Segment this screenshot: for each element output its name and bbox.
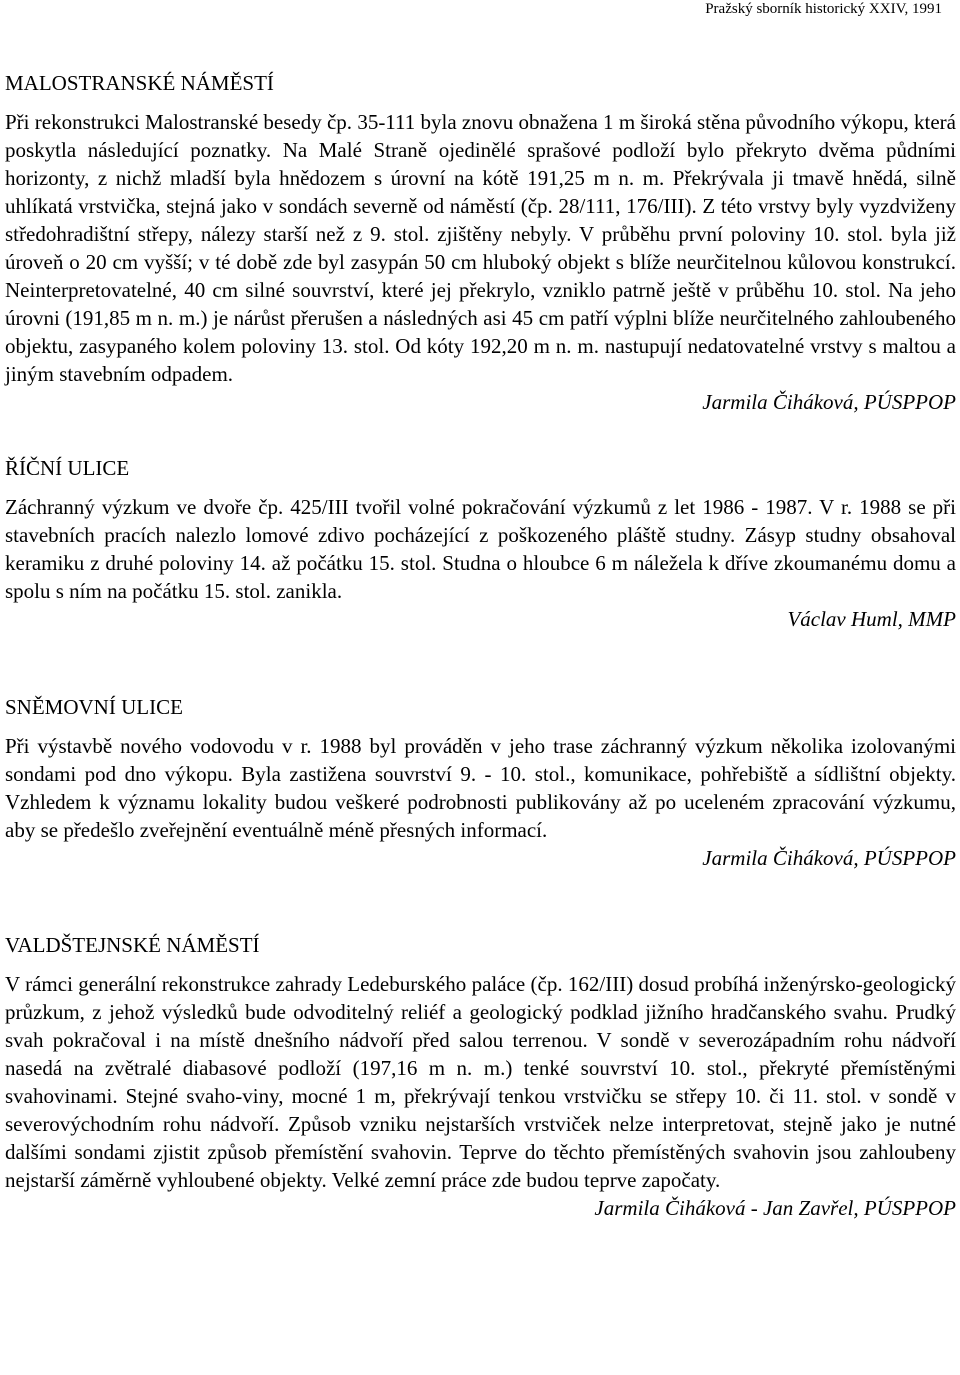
- section-title: ŘÍČNÍ ULICE: [5, 456, 130, 480]
- section-author: Jarmila Čiháková, PÚSPPOP: [702, 846, 956, 870]
- section-author: Jarmila Čiháková, PÚSPPOP: [702, 390, 956, 414]
- section-title: VALDŠTEJNSKÉ NÁMĚSTÍ: [5, 933, 260, 957]
- running-header: Pražský sborník historický XXIV, 1991: [705, 1, 942, 17]
- section-ricni-ulice: [5, 455, 956, 633]
- section-body: Záchranný výzkum ve dvoře čp. 425/III tvořil volné pokračování výzkumů z let 1986 - 1987. V r. 1988 se při stavebních pracích nalezlo lomové zdivo pocházející z poškozeného pláště studny. Zásyp studny obsahoval keramiku z druhé poloviny 14. až počátku 15. stol. Studna o hloubce 6 m náležela k dříve zkoumanému domu a spolu s ním na počátku 15. stol. zanikla.: [5, 495, 956, 603]
- section-title: SNĚMOVNÍ ULICE: [5, 695, 183, 719]
- section-author: Jarmila Čiháková - Jan Zavřel, PÚSPPOP: [594, 1196, 956, 1220]
- section-valdstejnske-namesti: [5, 932, 956, 1222]
- section-title: MALOSTRANSKÉ NÁMĚSTÍ: [5, 71, 274, 95]
- section-author: Václav Huml, MMP: [787, 607, 956, 631]
- page-content: [5, 70, 956, 1222]
- section-body: Při výstavbě nového vodovodu v r. 1988 byl prováděn v jeho trase záchranný výzkum několika izolovanými sondami pod dno výkopu. Byla zastižena souvrství 9. - 10. stol., komunikace, pohřebiště a sídlištní objekty. Vzhledem k významu lokality budou veškeré podrobnosti publikovány až po uceleném zpracování výzkumu, aby se předešlo zveřejnění eventuálně méně přesných informací.: [5, 734, 956, 842]
- section-body: Při rekonstrukci Malostranské besedy čp. 35-111 byla znovu obnažena 1 m široká stěna původního výkopu, která poskytla následující poznatky. Na Malé Straně ojedinělé sprašové podloží bylo překryto dvěma půdními horizonty, z nichž mladší byla hnědozem s úrovní na kótě 191,25 m n. m. Překrývala ji tmavě hnědá, silně uhlíkatá vrstvička, stejná jako v sondách severně od náměstí (čp. 28/111, 176/III). Z této vrstvy byly vyzdviženy středohradištní střepy, nálezy starší než z 9. stol. zjištěny nebyly. V průběhu první poloviny 10. stol. byla již úroveň o 20 cm vyšší; v té době zde byl zasypán 50 cm hluboký objekt s blíže neurčitelnou kůlovou konstrukcí. Neinterpretovatelné, 40 cm silné souvrství, které jej překrylo, vzniklo patrně ještě v průběhu 10. stol. Na jeho úrovni (191,85 m n. m.) je nárůst přerušen a následných asi 45 cm patří výplni blíže neurčitelného zahloubeného objektu, zasypaného kolem poloviny 13. stol. Od kóty 192,20 m n. m. nastupují nedatovatelné vrstvy s maltou a jiným stavebním odpadem.: [5, 110, 956, 386]
- section-body: V rámci generální rekonstrukce zahrady Ledeburského paláce (čp. 162/III) dosud probíhá inženýrsko-geologický průzkum, z jehož výsledků bude odvoditelný reliéf a geologický podklad jižního hradčanského svahu. Prudký svah pokračoval i na místě dnešního nádvoří před salou terrenou. V sondě v severozápadním rohu nádvoří nasedá na zvětralé diabasové podloží (197,16 m n. m.) tenké souvrství 10. stol., překryté přemístěnými svahovinami. Stejné svaho-viny, mocné 1 m, překrývají tenkou vrstvičku se střepy 10. či 11. stol. v sondě v severovýchodním rohu nádvoří. Způsob vzniku nejstarších vrstviček nelze interpretovat, stejně jako je nutné dalšími sondami zjistit způsob přemístění svahovin. Teprve do těchto přemístěných svahovin jsou zahloubeny nejstarší záměrně vyhloubené objekty. Velké zemní práce zde budou teprve započaty.: [5, 972, 956, 1192]
- section-snemovni-ulice: [5, 694, 956, 872]
- section-malostranske-namesti: [5, 70, 956, 416]
